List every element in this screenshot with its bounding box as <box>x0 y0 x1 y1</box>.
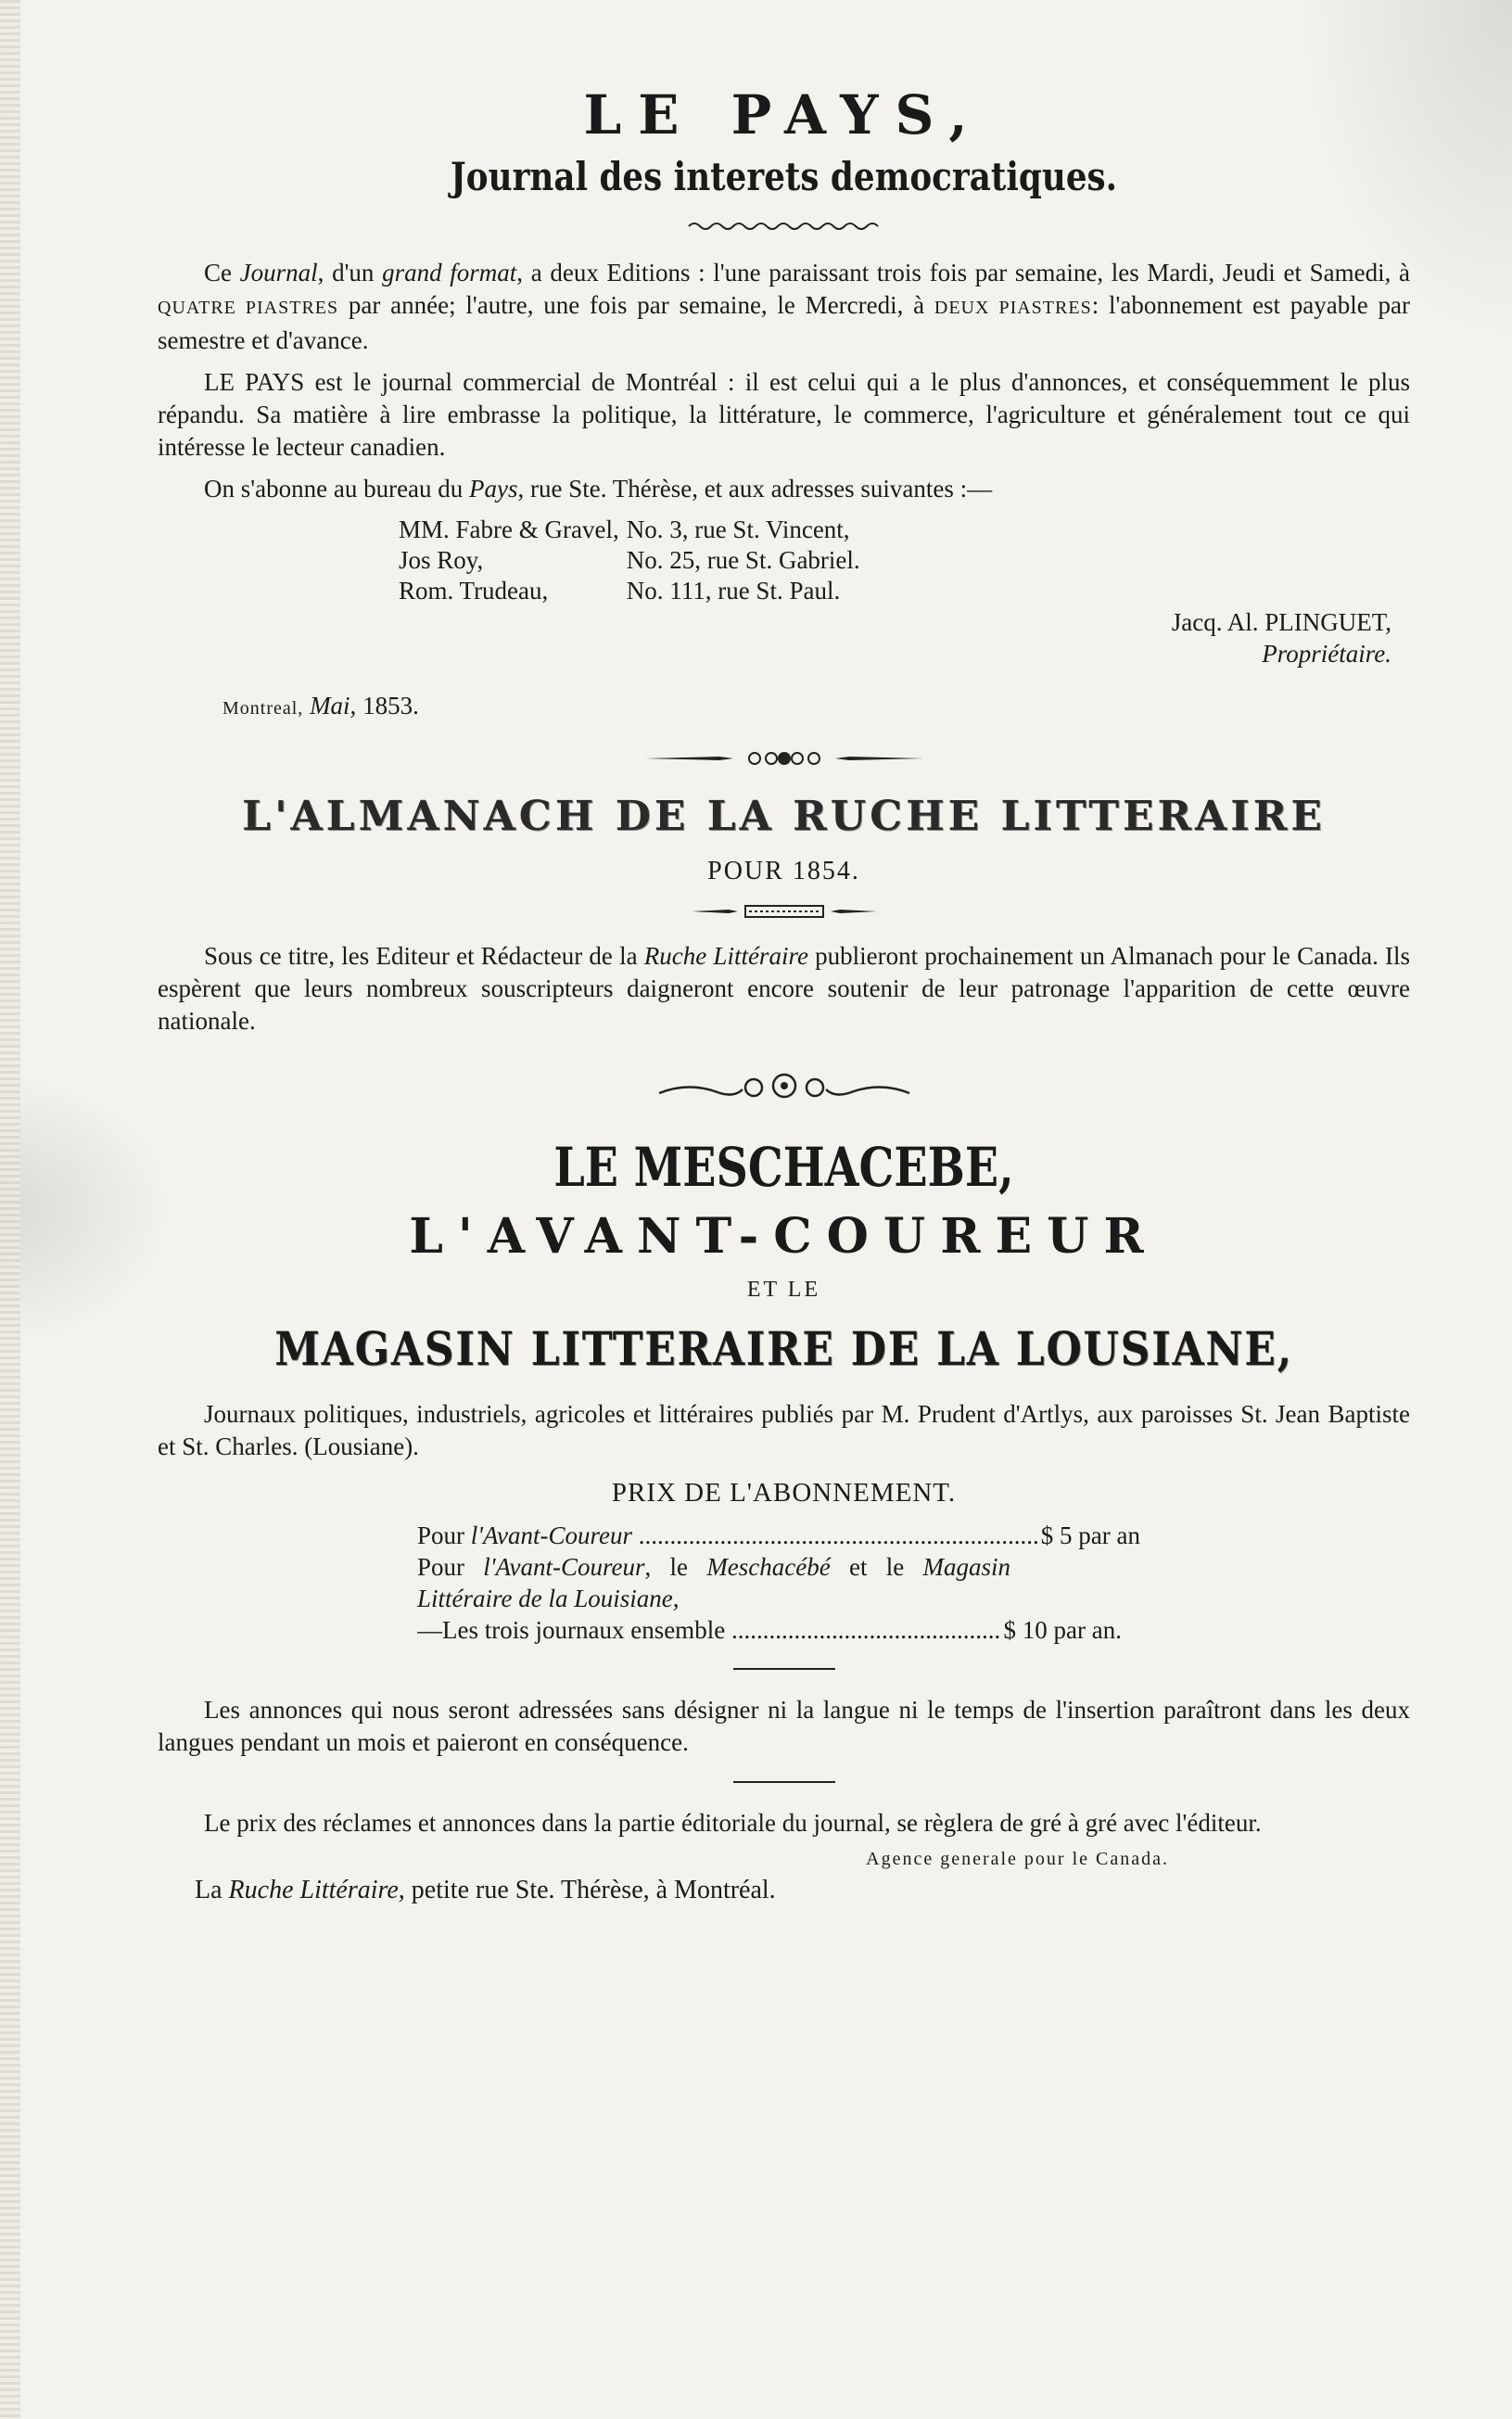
price-value: $ 5 par an <box>1040 1521 1140 1549</box>
prix-abonnement-title: PRIX DE L'ABONNEMENT. <box>611 1478 957 1508</box>
page-edge-scan <box>0 0 20 2419</box>
small-ornament-icon <box>692 903 877 920</box>
price-list <box>417 1520 1140 1646</box>
proprietor-role: Propriétaire. <box>1262 640 1391 668</box>
proprietor-name: Jacq. Al. PLINGUET, <box>1171 608 1391 636</box>
scroll-ornament-icon <box>650 1065 919 1112</box>
masthead-title: LE PAYS, <box>583 83 985 146</box>
ruche-address: La Ruche Littéraire, petite rue Ste. Thérèse, à Montréal. <box>195 1876 776 1904</box>
proprietor-signature <box>158 606 1391 669</box>
price-row-avant-coureur: Pour l'Avant-Coureur ..... $ 5 par an <box>417 1520 1140 1551</box>
pays-paragraph-subscribe: On s'abonne au bureau du Pays, rue Ste. Thérèse, et aux adresses suivantes :— <box>204 475 993 503</box>
almanach-paragraph: Sous ce titre, les Editeur et Rédacteur de la Ruche Littéraire publieront prochainement un Almanach pour le Canada. Ils espèrent que leurs nombreux souscripteurs daigneront encore soutenir de leur patronage l'apparition de cette œuvre nationale. <box>158 942 1411 1035</box>
address-row: Jos Roy, No. 25, rue St. Gabriel. <box>399 546 860 574</box>
divider-rule <box>733 1781 835 1783</box>
price-row-three-journals: Pour l'Avant-Coureur, le Meschacébé et le Magasin Littéraire de la Louisiane, <box>417 1553 1010 1612</box>
address-row: Rom. Trudeau, No. 111, rue St. Paul. <box>399 577 841 605</box>
reclames-paragraph: Le prix des réclames et annonces dans la partie éditoriale du journal, se règlera de gré à gré avec l'éditeur. <box>204 1809 1262 1837</box>
divider-rule <box>733 1668 835 1670</box>
meschacebe-description: Journaux politiques, industriels, agricoles et littéraires publiés par M. Prudent d'Artlys, aux paroisses St. Jean Baptiste et St. Charles. (Lousiane). <box>158 1400 1410 1460</box>
almanach-year: POUR 1854. <box>707 857 860 885</box>
et-le-label: ET LE <box>746 1278 821 1302</box>
pays-paragraph-editions: Ce Journal, d'un grand format, a deux Editions : l'une paraissant trois fois par semaine, les Mardi, Jeudi et Samedi, à QUATRE PIASTRES par année; l'autre, une fois par semaine, le Mercredi, à DEUX PIASTRES: l'abonnement est payable par semestre et d'avance. <box>158 259 1410 354</box>
dateline: Montreal, Mai, 1853. <box>222 692 419 719</box>
price-value: $ 10 par an. <box>1003 1616 1122 1644</box>
almanach-title: L'ALMANACH DE LA RUCHE LITTERAIRE <box>242 793 1326 840</box>
pays-paragraph-commercial: LE PAYS est le journal commercial de Montréal : il est celui qui a le plus d'annonces, et conséquemment le plus répandu. Sa matière à lire embrasse la politique, la littérature, le commerce, l'agriculture et généralement tout ce qui intéresse le lecteur canadien. <box>158 368 1410 461</box>
meschacebe-title: LE MESCHACEBE, <box>553 1136 1014 1199</box>
price-row-total: —Les trois journaux ensemble ..... $ 10 par an. <box>417 1614 1122 1646</box>
masthead-subtitle: Journal des interets democratiques. <box>450 154 1118 199</box>
agence-generale-label: Agence generale pour le Canada. <box>866 1849 1169 1869</box>
ornament-divider-icon <box>645 748 923 769</box>
address-row: MM. Fabre & Gravel, No. 3, rue St. Vincent, <box>399 516 850 543</box>
address-list <box>399 515 868 606</box>
annonces-paragraph: Les annonces qui nous seront adressées sans désigner ni la langue ni le temps de l'insertion paraîtront dans les deux langues pendant un mois et paieront en conséquence. <box>158 1696 1410 1756</box>
wavy-divider <box>687 220 882 233</box>
magasin-title: MAGASIN LITTERAIRE DE LA LOUSIANE, <box>274 1321 1293 1376</box>
avant-coureur-title: L'AVANT-COUREUR <box>409 1208 1159 1265</box>
